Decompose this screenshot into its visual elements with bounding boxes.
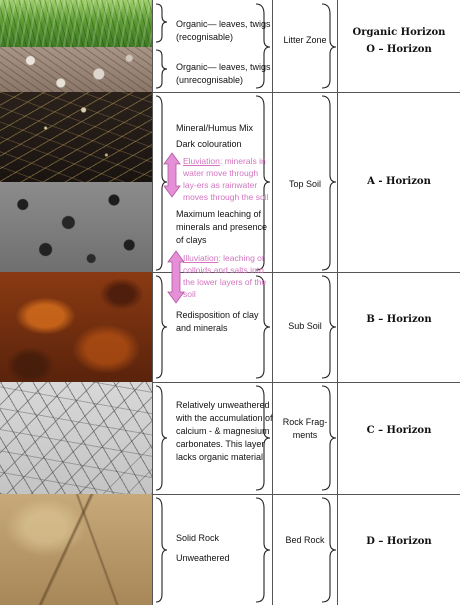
eluviation-note (183, 155, 273, 203)
zone-label: Rock Frag-ments (282, 417, 328, 440)
brace (322, 498, 336, 602)
brace (156, 4, 167, 42)
horizon-label: B – Horizon (366, 314, 432, 325)
eluviation-arrow-icon (164, 153, 180, 197)
horizon-label: O – Horizon (366, 44, 432, 55)
brace (156, 50, 167, 88)
illuviation-arrow-icon (168, 251, 184, 303)
zone-label: Litter Zone (283, 35, 327, 45)
horizon-label: A - Horizon (367, 176, 431, 187)
layer-description: Maximum leaching of minerals and presence of clays (176, 209, 268, 245)
layer-description: Organic— leaves, twigs (recognisable) (176, 19, 271, 42)
process-text: : leaching of colloids and salts into the lower layers of the soil (183, 253, 267, 299)
brace (156, 96, 167, 270)
horizon-label: D – Horizon (366, 536, 432, 547)
illuviation-note (183, 252, 273, 300)
layer-description: Mineral/Humus Mix (176, 123, 254, 133)
horizon-title: Organic Horizon (352, 27, 446, 38)
zone-label: Top Soil (288, 179, 322, 189)
process-term: Illuviation (183, 253, 219, 263)
process-text: : minerals in water move through lay-ers as rainwater moves through the soil (183, 156, 269, 202)
layer-description: Organic— leaves, twigs (unrecognisable) (176, 62, 271, 85)
layer-description: Solid Rock (176, 533, 220, 543)
layer-description: Relatively unweathered with the accumulation of calcium - & magnesium carbonates. This layer lacks organic material (176, 400, 273, 462)
brace (156, 498, 167, 602)
brace (256, 498, 270, 602)
layer-description: Unweathered (176, 553, 230, 563)
layer-description: Dark colouration (176, 139, 242, 149)
layer-description: Redisposition of clay and minerals (176, 310, 259, 333)
brace (156, 386, 167, 490)
horizon-label: C – Horizon (366, 425, 432, 436)
process-term: Eluviation (183, 156, 220, 166)
zone-label: Sub Soil (288, 321, 322, 331)
brace (156, 276, 167, 378)
zone-label: Bed Rock (285, 535, 325, 545)
